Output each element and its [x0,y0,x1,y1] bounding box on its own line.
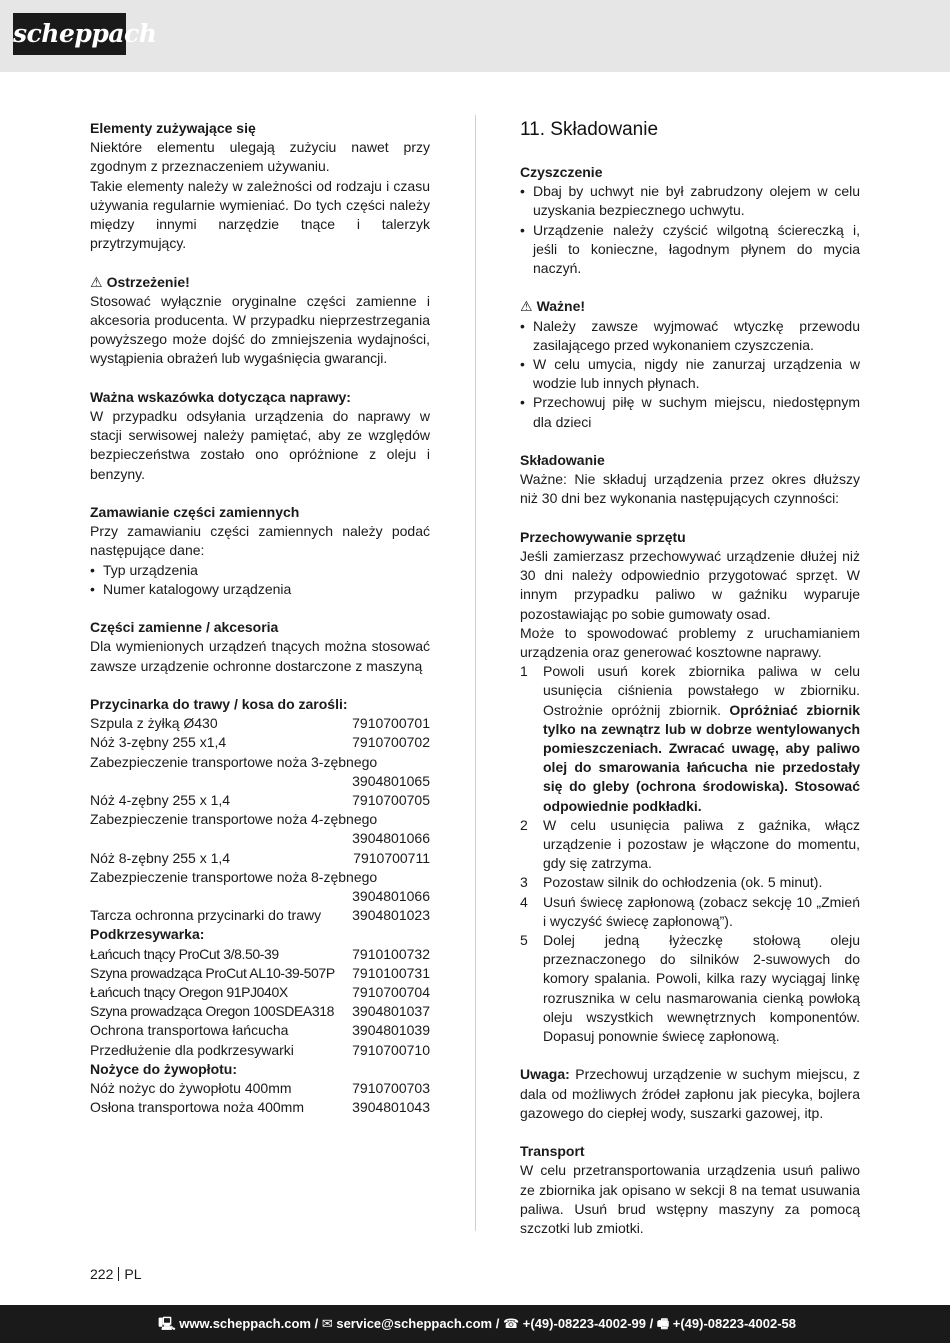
warning-triangle-icon: ⚠ [90,273,103,290]
list-item: • W celu umycia, nigdy nie zanurzaj urządzenia w wodzie lub innych płynach. [520,355,860,393]
equipment-paragraph-1: Jeśli zamierzasz przechowywać urządzenie dłużej niż 30 dni należy odpowiednio przygotować sprzęt. W innym przypadku paliwo w gaźniku wyparuje pozostawiając po sobie gumowaty osad. [520,548,860,622]
part-row: Przedłużenie dla podkrzesywarki 7910700710 [90,1041,430,1058]
note-paragraph: Uwaga: Przechowuj urządzenie w suchym miejscu, z dala od możliwych źródeł zapłonu jak piecyka, bojlera gazowego do ciepłej wody, suszarki gazowej, itp. [520,1066,860,1121]
pruner-heading: Podkrzesywarka: [90,926,205,943]
list-item: • Dbaj by uchwyt nie był zabrudzony olejem w celu uzyskania bezpiecznego uchwytu. [520,182,860,220]
part-row: Łańcuch tnący ProCut 3/8.50-39 7910100732 [90,945,430,962]
scheppach-logo: scheppach [13,13,126,55]
order-list [90,561,430,599]
left-column [90,119,430,1117]
order-heading: Zamawianie części zamiennych [90,504,300,521]
part-row: Szyna prowadząca ProCut AL10-39-507P 7910100731 [90,964,430,981]
important-list [520,317,860,432]
part-row: Tarcza ochronna przycinarki do trawy 3904801023 [90,907,430,924]
page-number: 222 PL [90,1266,142,1282]
steps-list [520,662,860,1046]
step-item: 5 Dolej jedną łyżeczkę stołową oleju przeznaczonego do silników 2-suwowych do komory spalania. Powoli, kilka razy wyciągaj linkę rozrusznika w celu nasmarowania cienką powłoką oleju wszystkich wewnętrznych komponentów. Dopasuj ponownie świecę zapłonową. [520,932,860,1045]
list-item: • Numer katalogowy urządzenia [90,580,430,599]
part-row: Łańcuch tnący Oregon 91PJ040X 7910700704 [90,984,430,1001]
repair-heading: Ważna wskazówka dotycząca naprawy: [90,388,351,405]
repair-text: W przypadku odsyłania urządzenia do naprawy w stacji serwisowej należy pamiętać, aby ze względów bezpieczeństwa zostało ono opróżnione z oleju i benzyny. [90,408,430,482]
equipment-paragraph-2: Może to spowodować problemy z uruchamianiem urządzenia oraz generować kosztowne naprawy. [520,624,860,661]
list-item: • Urządzenie należy czyścić wilgotną ściereczką i, jeśli to konieczne, łagodnym płynem do mycia naczyń. [520,221,860,279]
wear-paragraph-2: Takie elementy należy w zależności od rodzaju i czasu używania regularnie wymieniać. Do tych części należy między innymi narzędzie tnące i talerzyk przytrzymujący. [90,177,430,252]
part-row: Zabezpieczenie transportowe noża 3-zębnego 3904801065 [90,753,430,789]
transport-heading: Transport [520,1143,585,1160]
part-row: Osłona transportowa noża 400mm 3904801043 [90,1099,430,1116]
order-text: Przy zamawianiu części zamiennych należy podać następujące dane: [90,523,430,559]
warning-text: Stosować wyłącznie oryginalne części zamienne i akcesoria producenta. W przypadku nieprzestrzegania powyższego może dojść do zmniejszenia wydajności, wystąpienia obrażeń lub wygaśnięcia gwarancji. [90,292,430,367]
step-item: 2 W celu usunięcia paliwa z gaźnika, włącz urządzenie i pozostaw je włączone do momentu, gdy się zatrzyma. [520,816,860,872]
spare-heading: Części zamienne / akcesoria [90,619,279,636]
cleaning-list [520,182,860,278]
part-row: Nóż nożyc do żywopłotu 400mm 7910700703 [90,1080,430,1097]
equipment-heading: Przechowywanie sprzętu [520,528,686,545]
list-item: • Przechowuj piłę w suchym miejscu, niedostępnym dla dzieci [520,393,860,431]
storage-heading: Składowanie [520,452,605,469]
list-item: • Należy zawsze wyjmować wtyczkę przewodu zasilającego przed wykonaniem czyszczenia. [520,317,860,355]
website-link[interactable]: www.scheppach.com [179,1316,311,1331]
step-item: 4 Usuń świecę zapłonową (zobacz sekcję 10 „Zmień i wyczyść świecę zapłonową”). [520,893,860,929]
spare-text: Dla wymienionych urządzeń tnących można stosować zawsze urządzenie ochronne dostarczone z maszyną [90,638,430,674]
warning-triangle-icon: ⚠ [520,298,533,315]
fax-icon: 🖷 [656,1316,670,1331]
column-divider [475,115,476,1231]
warning-heading: ⚠ Ostrzeżenie! [90,273,430,292]
transport-text: W celu przetransportowania urządzenia usuń paliwo ze zbiornika jak opisano w sekcji 8 na temat usuwania paliwa. Usuń brud wstępny maszyny za pomocą szczotki lub zmiotki. [520,1162,860,1237]
hedge-heading: Nożyce do żywopłotu: [90,1060,237,1077]
part-row: Zabezpieczenie transportowe noża 4-zębnego 3904801066 [90,811,430,847]
fax-number: +(49)-08223-4002-58 [672,1316,796,1331]
part-row: Nóż 3-zębny 255 x1,4 7910700702 [90,734,430,751]
important-heading: ⚠ Ważne! [520,297,860,316]
list-item: • Typ urządzenia [90,561,430,580]
part-row: Zabezpieczenie transportowe noża 8-zębnego 3904801066 [90,868,430,905]
right-column [520,119,860,1238]
step-item: 3 Pozostaw silnik do ochłodzenia (ok. 5 minut). [520,874,823,891]
trimmer-heading: Przycinarka do trawy / kosa do zarośli: [90,696,348,713]
section-title: 11. Składowanie [520,119,659,140]
part-row: Szyna prowadząca Oregon 100SDEA318 3904801037 [90,1003,430,1020]
email-link[interactable]: service@scheppach.com [336,1316,493,1331]
computer-icon: 🖳 [158,1316,176,1331]
storage-text: Ważne: Nie składuj urządzenia przez okres dłuższy niż 30 dni bez wykonania następujących czynności: [520,471,860,507]
contact-footer: 🖳 www.scheppach.com / ✉ service@scheppach.com / ☎ +(49)-08223-4002-99 / 🖷 +(49)-08223-4002-58 [0,1305,950,1343]
wear-paragraph-1: Niektóre elementu ulegają zużyciu nawet przy zgodnym z przeznaczeniem używaniu. [90,139,430,175]
cleaning-heading: Czyszczenie [520,164,603,180]
phone-number: +(49)-08223-4002-99 [522,1316,647,1331]
part-row: Nóż 4-zębny 255 x 1,4 7910700705 [90,792,430,809]
mail-icon: ✉ [321,1316,333,1331]
page-header [0,0,950,72]
step-item: 1 Powoli usuń korek zbiornika paliwa w celu usunięcia ciśnienia powstałego w zbiorniku. Ostrożnie opróżnij zbiornik. Opróżniać zbiornik tylko na zewnątrz lub w dobrze wentylowanych pomieszczeniach. Zwracać uwagę, aby paliwo olej do smarowania łańcucha nie przedostały się do gleby (ochrona środowiska). Stosować odpowiednie podkładki. [520,663,860,814]
part-row: Nóż 8-zębny 255 x 1,4 7910700711 [90,849,430,866]
part-row: Ochrona transportowa łańcucha 3904801039 [90,1022,430,1039]
wear-heading: Elementy zużywające się [90,120,256,136]
phone-icon: ☎ [502,1316,520,1331]
part-row: Szpula z żyłką Ø430 7910700701 [90,715,430,732]
